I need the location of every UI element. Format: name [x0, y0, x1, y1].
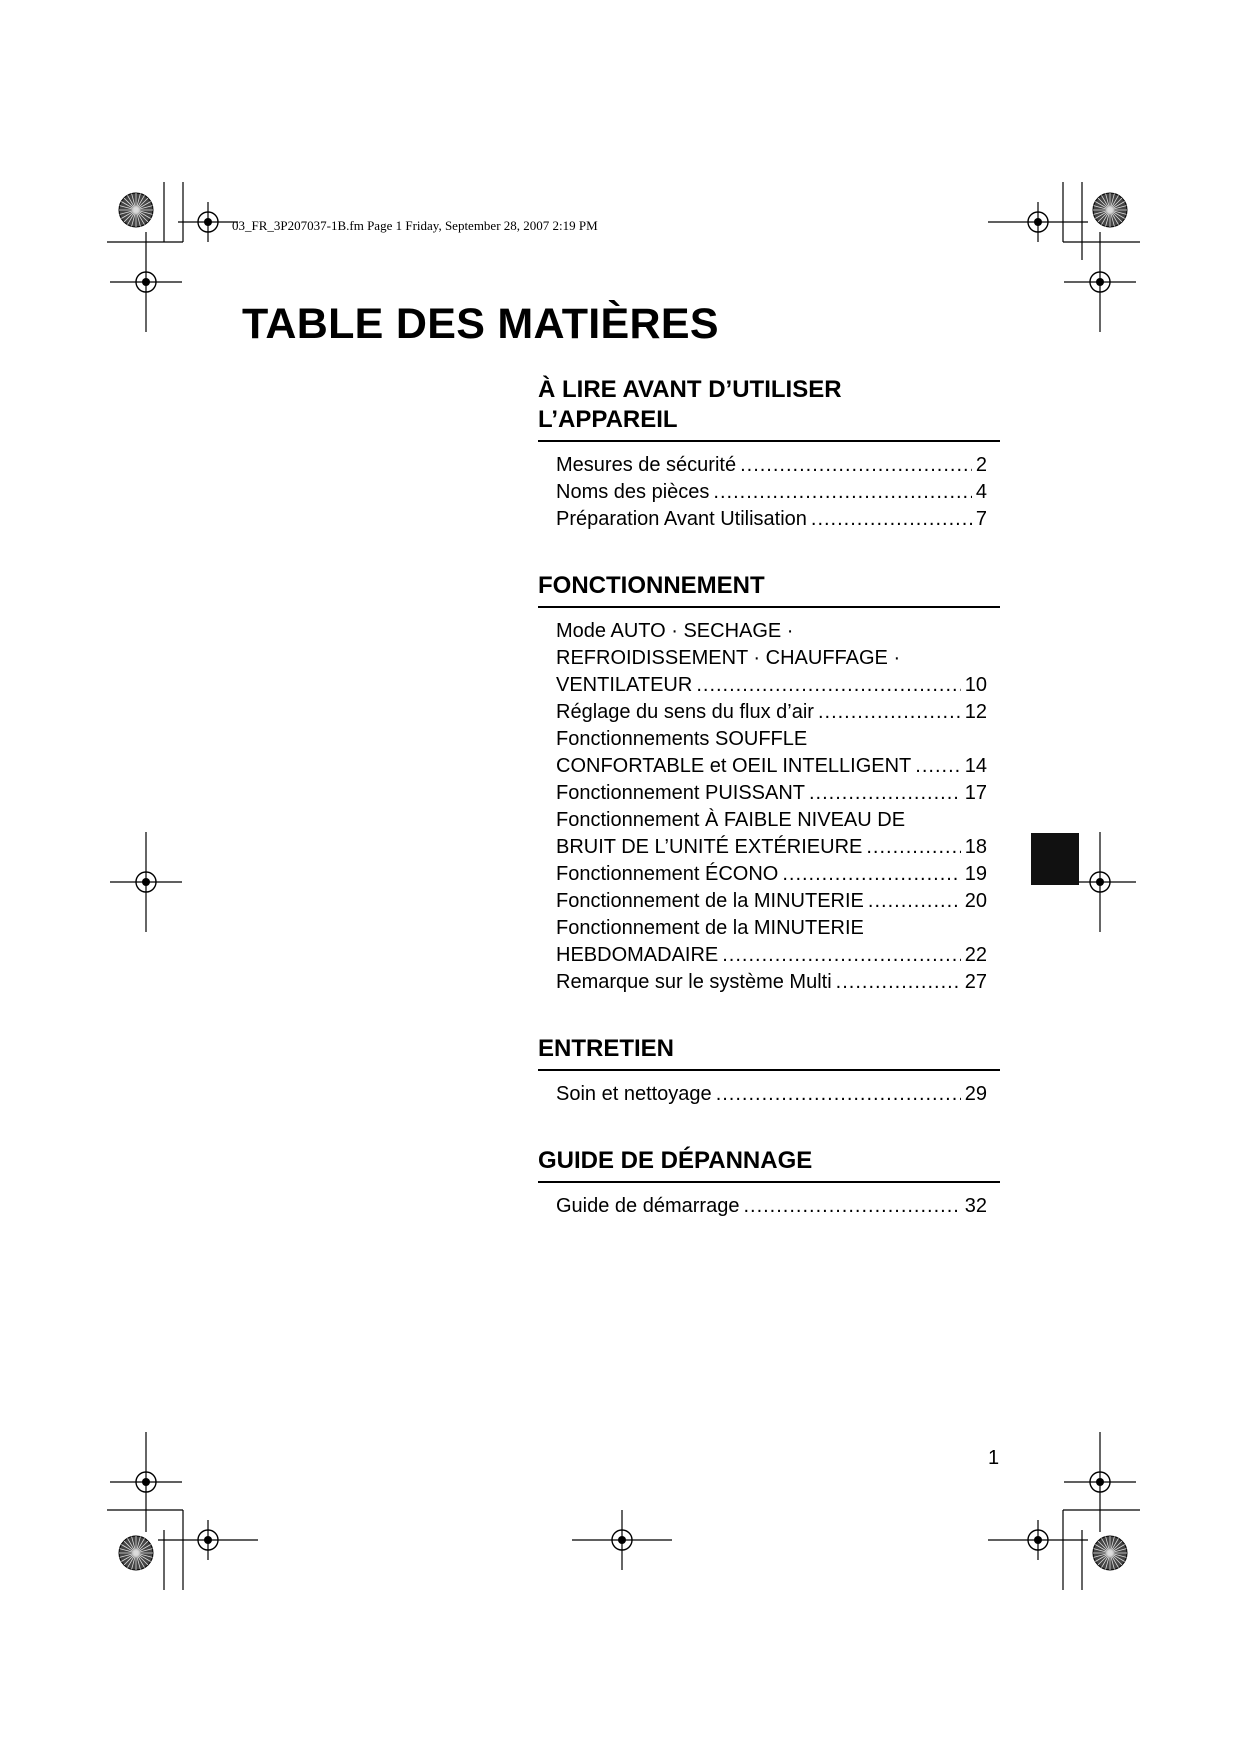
page-ref: 18	[964, 836, 987, 858]
toc-entry[interactable]: Mesures de sécurité ..... 2	[556, 452, 987, 479]
page-title: TABLE DES MATIÈRES	[242, 300, 719, 348]
starburst-mark	[119, 1536, 153, 1570]
toc-entry[interactable]: Fonctionnement de la MINUTERIE ..... 20	[556, 888, 987, 915]
section-title: GUIDE DE DÉPANNAGE	[538, 1146, 1000, 1183]
page-ref: 17	[964, 782, 987, 804]
starburst-mark	[1093, 1536, 1127, 1570]
dot-leader	[722, 942, 961, 969]
page-ref: 20	[964, 890, 987, 912]
chapter-tab-marker	[1031, 833, 1079, 885]
page-ref: 22	[964, 944, 987, 966]
dot-leader	[743, 1193, 960, 1220]
dot-leader	[866, 834, 960, 861]
starburst-mark	[1093, 193, 1127, 227]
dot-leader	[740, 452, 972, 479]
toc-entry[interactable]: Fonctionnement À FAIBLE NIVEAU DE BRUIT DE L’UNITÉ EXTÉRIEURE ..... 18	[556, 807, 987, 861]
dot-leader	[713, 479, 971, 506]
page-ref: 27	[964, 971, 987, 993]
toc-entry[interactable]: Fonctionnement de la MINUTERIE HEBDOMADAIRE ..... 22	[556, 915, 987, 969]
toc-entry[interactable]: Noms des pièces ..... 4	[556, 479, 987, 506]
dot-leader	[696, 672, 960, 699]
starburst-mark	[119, 193, 153, 227]
table-of-contents	[538, 375, 1000, 1258]
section-title: FONCTIONNEMENT	[538, 571, 1000, 608]
toc-section	[538, 571, 1000, 996]
file-info-header: 03_FR_3P207037-1B.fm Page 1 Friday, September 28, 2007 2:19 PM	[232, 218, 598, 233]
section-title: À LIRE AVANT D’UTILISER L’APPAREIL	[538, 375, 1000, 442]
section-title: ENTRETIEN	[538, 1034, 1000, 1071]
page-ref: 12	[964, 701, 987, 723]
toc-entry[interactable]: Soin et nettoyage ..... 29	[556, 1081, 987, 1108]
dot-leader	[809, 780, 961, 807]
page-ref: 7	[975, 508, 987, 530]
toc-entry[interactable]: Fonctionnement PUISSANT ..... 17	[556, 780, 987, 807]
dot-leader	[915, 753, 960, 780]
page-ref: 32	[964, 1195, 987, 1217]
toc-entry[interactable]: Réglage du sens du flux d’air ..... 12	[556, 699, 987, 726]
toc-section	[538, 1146, 1000, 1220]
toc-section	[538, 375, 1000, 533]
toc-entry[interactable]: Fonctionnement ÉCONO ..... 19	[556, 861, 987, 888]
dot-leader	[818, 699, 961, 726]
page-ref: 14	[964, 755, 987, 777]
dot-leader	[868, 888, 961, 915]
page-ref: 29	[964, 1083, 987, 1105]
toc-entry[interactable]: Mode AUTO · SECHAGE · REFROIDISSEMENT · CHAUFFAGE · VENTILATEUR ..... 10	[556, 618, 987, 699]
page-ref: 19	[964, 863, 987, 885]
toc-entry[interactable]: Préparation Avant Utilisation ..... 7	[556, 506, 987, 533]
dot-leader	[716, 1081, 961, 1108]
dot-leader	[811, 506, 972, 533]
toc-entry[interactable]: Remarque sur le système Multi ..... 27	[556, 969, 987, 996]
page-number: 1	[988, 1447, 1000, 1469]
dot-leader	[782, 861, 960, 888]
page-ref: 4	[975, 481, 987, 503]
page-ref: 2	[975, 454, 987, 476]
toc-entry[interactable]: Fonctionnements SOUFFLE CONFORTABLE et OEIL INTELLIGENT ..... 14	[556, 726, 987, 780]
dot-leader	[836, 969, 961, 996]
toc-entry[interactable]: Guide de démarrage ..... 32	[556, 1193, 987, 1220]
toc-section	[538, 1034, 1000, 1108]
page-ref: 10	[964, 674, 987, 696]
